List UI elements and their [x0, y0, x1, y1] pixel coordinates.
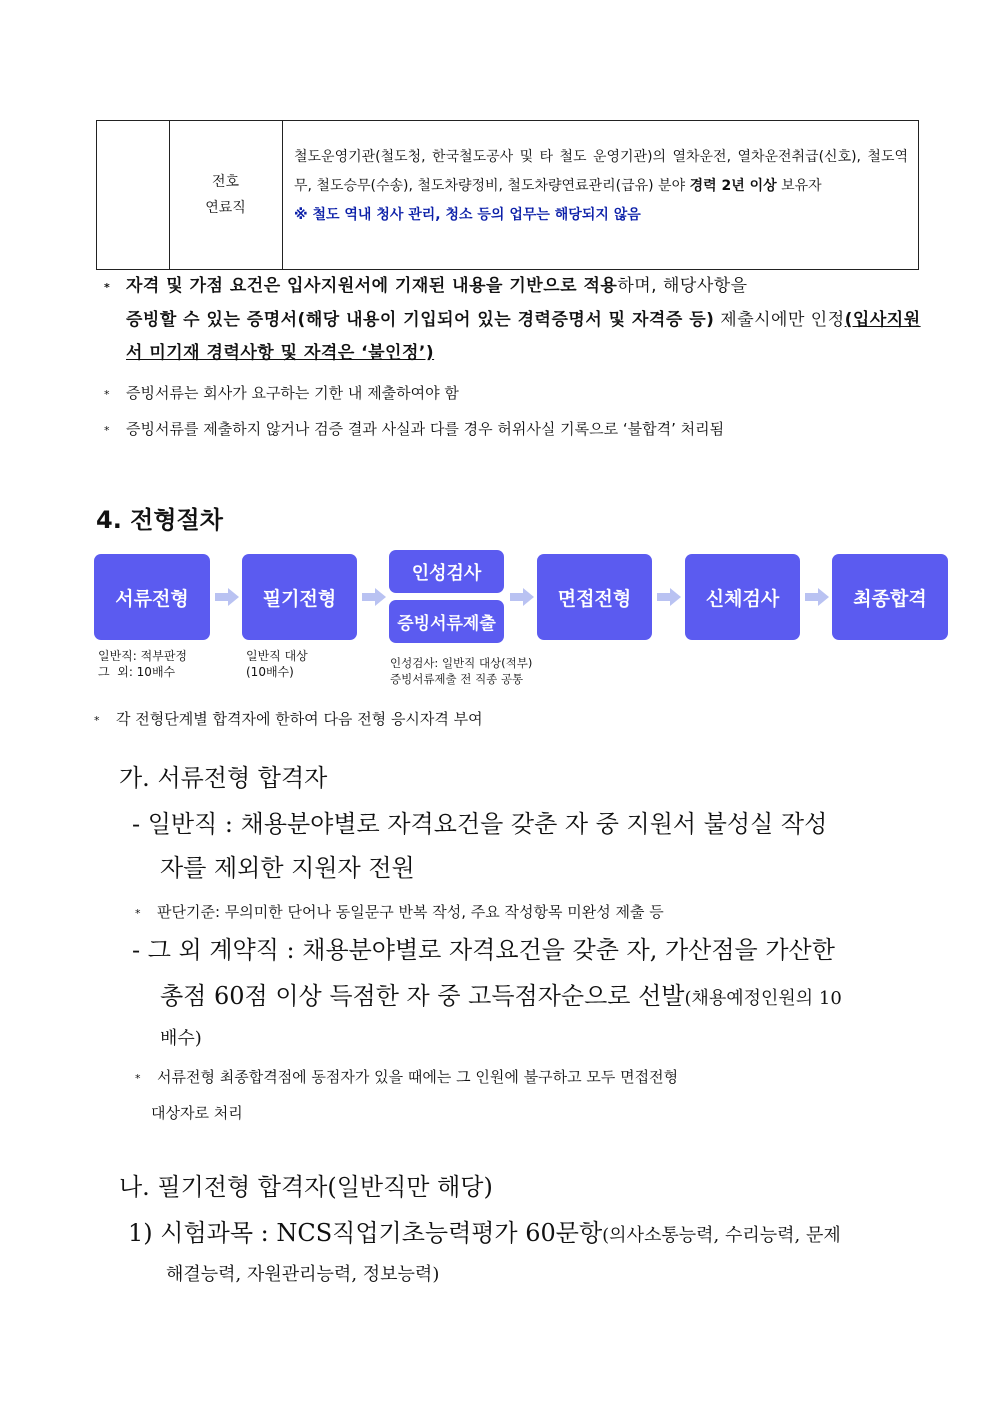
flow-step-written	[242, 554, 357, 640]
ga-note2	[135, 1062, 921, 1128]
flow-sub-line: 일반직 대상	[246, 649, 308, 663]
note-star: *	[135, 907, 141, 920]
flow-sub-line: 그 외: 10배수	[98, 665, 176, 679]
subsection-ga-title: 가. 서류전형 합격자	[119, 764, 328, 792]
ga-note1	[135, 897, 664, 929]
ga-note2-line1: 서류전형 최종합격점에 동점자가 있을 때에는 그 인원에 불구하고 모두 면접전형	[157, 1068, 679, 1086]
na-item1-line1b: (의사소통능력, 수리능력, 문제	[602, 1225, 841, 1246]
ga-note1-text: 판단기준: 무의미한 단어나 동일문구 반복 작성, 주요 작성항목 미완성 제출 등	[157, 903, 664, 921]
ga-item2-line1: - 그 외 계약직 : 채용분야별로 자격요건을 갖춘 자, 가산점을 가산한	[132, 936, 835, 964]
ga-item2-line2a: 총점 60점 이상 득점한 자 중 고득점자순으로 선발	[160, 982, 685, 1010]
flow-step-personality	[389, 550, 504, 593]
ga-note2-line2: 대상자로 처리	[151, 1104, 243, 1122]
table-cell-empty	[97, 121, 170, 269]
flow-step-final	[832, 554, 948, 640]
flow-step-interview	[537, 554, 652, 640]
desc-part1: 철도운영기관(철도청, 한국철도공사 및 타 철도 운영기관)의 열차운전, 열차운전취급(신호), 철도역무, 철도승무(수송), 철도차량정비, 철도차량연료관리(급유) 분야	[294, 149, 908, 194]
category-line1: 전호	[211, 174, 240, 190]
note-submission-deadline	[104, 378, 459, 410]
table-cell-description	[294, 143, 908, 230]
note-star: *	[104, 281, 111, 294]
flow-step-label: 면접전형	[557, 587, 632, 610]
flow-step-document	[94, 554, 210, 640]
category-line2: 연료직	[205, 200, 246, 216]
flow-step-label: 필기전형	[262, 587, 337, 610]
flow-note-text: 각 전형단계별 합격자에 한하여 다음 전형 응시자격 부여	[116, 710, 483, 728]
flow-sub-written	[246, 648, 308, 680]
note-star: *	[104, 388, 110, 401]
note1-plain2: 제출시에만 인정	[714, 310, 845, 330]
note-qualification	[104, 270, 922, 370]
flow-step-label: 최종합격	[853, 587, 927, 610]
flow-sub-line: 증빙서류제출 전 직종 공통	[390, 672, 524, 686]
flow-sub-line: 인성검사: 일반직 대상(적부)	[390, 656, 533, 670]
table-cell-category	[169, 121, 283, 269]
ga-item2-line3: 배수)	[160, 1028, 202, 1049]
flow-step-label: 증빙서류제출	[397, 614, 496, 634]
note3-text: 증빙서류를 제출하지 않거나 검증 결과 사실과 다를 경우 허위사실 기록으로 ‘불합격’ 처리됨	[126, 420, 725, 438]
desc-part2: 보유자	[776, 178, 822, 194]
note1-continuation	[104, 304, 922, 370]
flow-step-physical	[685, 554, 800, 640]
note1-bold1: 자격 및 가점 요건은 입사지원서에 기재된 내용을 기반으로 적용	[126, 276, 618, 296]
note1-bold3: (입사지원서 미기재 경력사항 및 자격은 ‘불인정’)	[126, 310, 921, 363]
section-title: 4. 전형절차	[96, 506, 223, 534]
flow-sub-line: 일반직: 적부판정	[98, 649, 188, 663]
subsection-na-title: 나. 필기전형 합격자(일반직만 해당)	[119, 1173, 493, 1201]
ga-item1-line1: - 일반직 : 채용분야별로 자격요건을 갖춘 자 중 지원서 불성실 작성	[132, 810, 828, 838]
qualification-table	[96, 120, 919, 270]
flow-step-label: 인성검사	[411, 562, 482, 584]
na-item1-line1	[128, 1213, 841, 1256]
note1-plain1: 하며, 해당사항을	[617, 276, 748, 296]
flow-sub-line: (10배수)	[246, 665, 294, 679]
desc-bold: 경력 2년 이상	[689, 178, 777, 194]
note-star: *	[104, 424, 110, 437]
na-item1-line2: 해결능력, 자원관리능력, 정보능력)	[166, 1264, 440, 1285]
flow-sub-personality	[390, 655, 532, 687]
flow-step-label: 신체검사	[705, 587, 780, 610]
note-star: *	[135, 1072, 141, 1085]
flow-step-label: 서류전형	[115, 587, 189, 610]
ga-item2-line2b: (채용예정인원의 10	[684, 988, 842, 1009]
flow-note	[94, 704, 483, 736]
ga-item2-line2	[160, 976, 842, 1019]
note2-text: 증빙서류는 회사가 요구하는 기한 내 제출하여야 함	[126, 384, 459, 402]
flow-sub-document	[98, 648, 187, 680]
note1-bold2: 증빙할 수 있는 증명서(해당 내용이 기입되어 있는 경력증명서 및 자격증 등)	[126, 310, 715, 330]
note-star: *	[94, 714, 100, 727]
flow-step-documents-submission	[389, 600, 504, 643]
table-notice: ※ 철도 역내 청사 관리, 청소 등의 업무는 해당되지 않음	[294, 207, 641, 223]
na-item1-line1a: 1) 시험과목 : NCS직업기초능력평가 60문항	[128, 1219, 603, 1247]
note-fail-condition	[104, 414, 724, 446]
ga-item1-line2: 자를 제외한 지원자 전원	[160, 854, 415, 882]
